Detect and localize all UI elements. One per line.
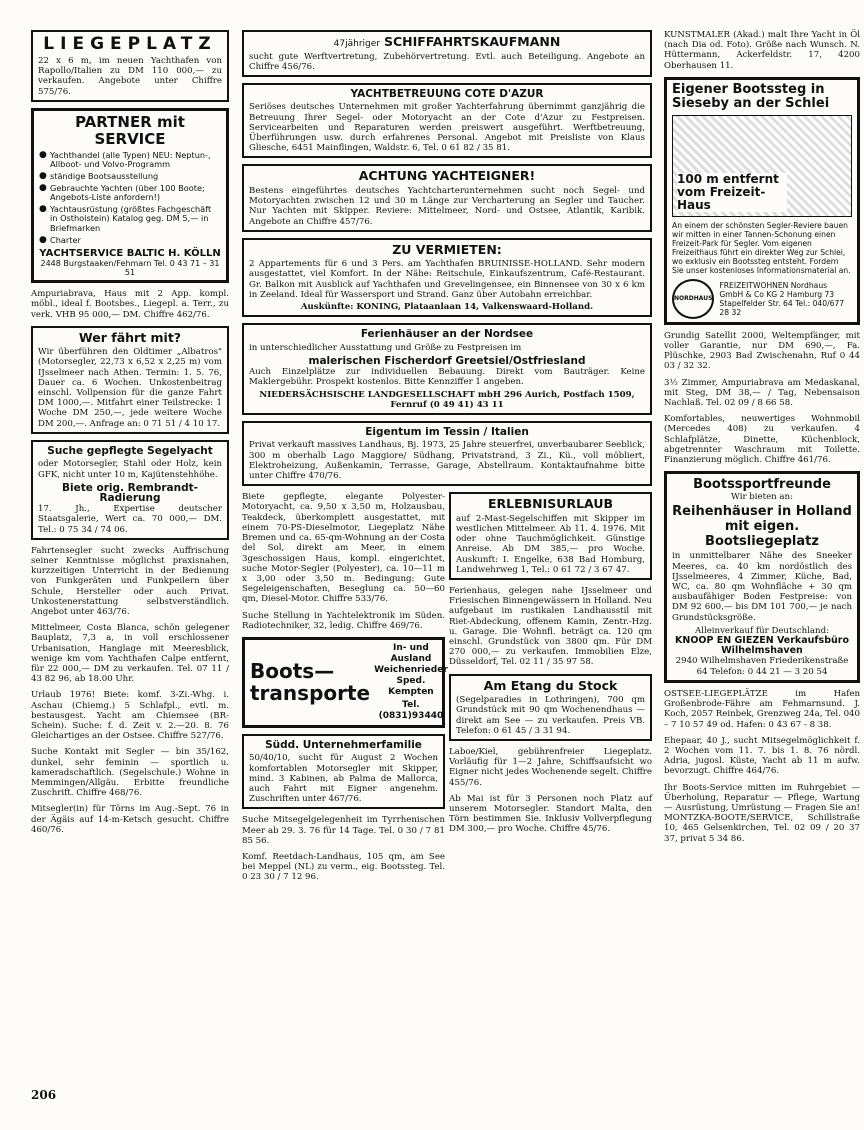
transport-company: In- und Ausland Weichenrieder Sped. Kempten [374, 642, 448, 697]
transport-ad [242, 637, 448, 728]
ad-title: Am Etang du Stock [483, 677, 618, 693]
transport-phone: Tel.(0831)93440 [378, 699, 444, 721]
classified-ad: Ab Mai ist für 3 Personen noch Platz auf unserem Motorsegler. Standort Malta, den Törn bestimmen Sie. Inklusiv Vollverpflegung DM 300,— pro Woche. Chiffre 45/76. [449, 793, 652, 835]
boxed-ad [242, 83, 652, 159]
middle-right-ads [449, 492, 652, 888]
ad-title: Bootssportfreunde [693, 477, 831, 493]
company-row [672, 279, 852, 319]
boxed-ad [242, 323, 652, 415]
ad-title: SCHIFFAHRTSKAUFMANN [383, 34, 561, 49]
ad-title: PARTNER mit SERVICE [75, 112, 185, 148]
classified-ad: Suche Mitsegelgelegenheit im Tyrrhenischen Meer ab 29. 3. 76 für 14 Tage. Tel. 0 30 / 7 81 85 56. [242, 815, 445, 846]
ad-body: auf 2-Mast-Segelschiffen mit Skipper im westlichen Mittelmeer. Ab 11. 4. 1976. Mit oder ohne Tauchmöglichkeit. Günstige Anreise. Ab DM 385,— pro Woche. Auskunft: I. Engelke, 638 Bad Homburg, Landwehrweg 1, Tel.: 0 61 72 / 3 67 47. [456, 513, 645, 575]
ad-title: Eigentum im Tessin / Italien [365, 425, 529, 438]
ad-title: Ferienhäuser an der Nordsee [360, 328, 534, 341]
company-address: 2940 Wilhelmshaven Friederikenstraße 64 Telefon: 0 44 21 — 3 20 54 [675, 656, 849, 677]
ad-body: in unterschiedlicher Ausstattung und Größe zu Festpreisen im [249, 342, 522, 353]
classified-ad: Biete gepflegte, elegante Polyester-Motoryacht, ca. 9,50 x 3,50 m, Holzausbau, Teakdeck, überkomplett ausgestattet, mit einem 70-PS-Dieselmotor, Liegeplatz Nähe Bremen und ca. 65-qm-Wohnung an der Costa del Sol, direkt am Meer, in einem 3geschossigen Haus, kompl. eingerichtet, suche Motor-Segler (Polyester), ca. 10—11 m x 3,00 oder 3,50 m. Bedingung: Gute Segeleigenschaften, Beseglung ca. 50—60 qm, Diesel-Motor. Chiffre 533/76. [242, 492, 445, 605]
classified-ad: Komfortables, neuwertiges Wohnmobil (Mercedes 408) zu verkaufen. 4 Schlafplätze, Dinette, Küchenblock, abgetrennter Waschraum mit Toilette. Finanzierung möglich. Chiffre 461/76. [664, 414, 860, 466]
service-item: ● Yachthandel (alle Typen) NEU: Neptun-, Allboot- und Volvo-Programm [39, 151, 221, 170]
ad-pretitle: 47jähriger [333, 39, 380, 49]
ad-body: oder Motorsegler, Stahl oder Holz, kein GFK, nicht unter 10 m, Kajütenstehhöhe. [38, 459, 222, 480]
boxed-ad [242, 30, 652, 77]
boxed-ad [449, 492, 652, 580]
service-item: ● Charter [39, 236, 221, 246]
ad-body: Privat verkauft massives Landhaus, Bj. 1973, 25 Jahre steuerfrei, unverbaubarer Seeblick, 300 m oberhalb Lago Maggiore/ Südhang, Privatstrand, 3 Zi., Kü., voll möbliert, Elektroheizung, Außenkamin, Terrasse, Garage, Abstellraum. Kontaktaufnahme bitte unter Chiffre 470/76. [249, 440, 645, 482]
ad-subtitle: malerischen Fischerdorf Greetsiel/Ostfriesland [308, 354, 586, 367]
column-middle [242, 30, 652, 889]
service-list [39, 151, 221, 245]
ad-title: ACHTUNG YACHTEIGNER! [358, 168, 536, 184]
classified-ad: Ihr Boots-Service mitten im Ruhrgebiet — Überholung, Reparatur — Pflege, Wartung — Ausrüstung, Umrüstung — Fragen Sie an! MONTZKA-BOOTE/SERVICE, Schillstraße 10, 465 Gelsenkirchen, Tel. 02 09 / 20 37 37, privat 5 34 86. [664, 782, 860, 844]
classified-ad: Grundig Satellit 2000, Weltempfänger, mit voller Garantie, nur DM 690,—, Fa. Plüschke, 2903 Bad Zwischenahn, Ruf 0 44 03 / 32 32. [664, 330, 860, 372]
house-picture [672, 115, 852, 217]
column-right [664, 30, 860, 850]
nordhaus-logo: NORDHAUS [672, 279, 714, 319]
middle-top-ads [242, 30, 652, 486]
boxed-ad [242, 734, 445, 810]
boxed-ad [242, 164, 652, 231]
ad-body: (Segelparadies in Lothringen), 700 qm Grundstück mit 90 qm Wochenendhaus — direkt am See — zu verkaufen. Preis VB. Telefon: 0 61 45 / 3 31 94. [456, 695, 645, 736]
ad-body: Auch Einzelplätze zur individuellen Bebauung. Direkt vom Bauträger. Keine Maklergebühr. Prospekt kostenlos. Bitte Kennziffer 1 angeben. [249, 367, 645, 388]
classified-ad: Urlaub 1976! Biete: komf. 3-Zi.-Whg. i. Aschau (Chiemg.) 5 Schlafpl., evtl. m. bestausgest. Yacht am Chiemsee (BR-Schein). Suche: f. d. Zeit v. 2.—20. 8. 76 Gleichartiges an der Ostsee. Chiffre 527/76. [31, 690, 229, 742]
classified-ad: Mittelmeer, Costa Blanca, schön gelegener Bauplatz, 7,3 a, in voll erschlossener Urbanisation, Hanglage mit Meeresblick, wenige km vom Yachthafen Calpe entfernt, für 22 000,— DM zu verkaufen. Tel. 07 11 / 43 82 96, ab 18.00 Uhr. [31, 623, 229, 685]
boxed-ad [242, 421, 652, 486]
company-address: FREIZEITWOHNEN Nordhaus GmbH & Co KG 2 Hamburg 73 Stapelfelder Str. 64 Tel.: 040/677 28 32 [719, 280, 845, 317]
ad-title: Eigener Bootssteg in Sieseby an der Schlei [672, 81, 830, 111]
picture-caption: 100 m entfernt vom Freizeit-Haus [677, 173, 787, 212]
middle-split [242, 492, 652, 888]
service-item: ● Yachtausrüstung (größtes Fachgeschäft in Ostholstein) Katalog geg. DM 5,— in Briefmarken [39, 205, 221, 234]
classified-ad: Laboe/Kiel, gebührenfreier Liegeplatz. Vorläufig für 1—2 Jahre, Schiffsaufsicht wo Eigner nicht jedes Wochenende segelt. Chiffre 455/76. [449, 746, 652, 788]
partner-ad [31, 108, 229, 283]
ad-subtitle: Wir bieten an: [731, 492, 793, 503]
classified-ad: 3½ Zimmer, Ampuriabrava am Medaskanal, mit Steg, DM 38,— / Tag, Nebensaison Nachlaß. Tel. 02 09 / 8 66 58. [664, 377, 860, 409]
classified-ad: Ehepaar, 40 J., sucht Mitsegelmöglichkeit f. 2 Wochen vom 11. 7. bis 1. 8. 76 nördl. Adria, jugosl. Küste, Yacht ab 11 m aufw. bevorzugt. Chiffre 464/76. [664, 735, 860, 777]
company-name: KNOOP EN GIEZEN Verkaufsbüro Wilhelmshaven [675, 635, 849, 657]
boxed-ad [449, 674, 652, 741]
classified-ad: Suche Stellung in Yachtelektronik im Süden. Radiotechniker, 32, ledig. Chiffre 469/76. [242, 610, 445, 631]
ad-body: 50/40/10, sucht für August 2 Wochen komfortablen Motorsegler mit Skipper, mind. 3 Kabinen, ab Palma de Mallorca, auch Fahrt mit Eigner angenehm. Zuschriften unter 467/76. [249, 753, 438, 805]
classified-ad: Suche Kontakt mit Segler — bin 35/162, dunkel, sehr feminin — sportlich u. kameradschaftlich. (Segelschule.) Wohne in Memmingen/Allgäu. Erbitte freundliche Zuschrift. Chiffre 468/76. [31, 747, 229, 799]
transport-left [250, 660, 370, 704]
company-name: YACHTSERVICE BALTIC H. KÖLLN [39, 248, 221, 260]
freizeit-ad [664, 77, 860, 325]
page-number: 206 [31, 1088, 57, 1102]
boxed-ad [31, 30, 229, 102]
ad-body: in unmittelbarer Nähe des Sneeker Meeres, ca. 40 km nordöstlich des IJsselmeeres, 4 Zimmer, Küche, Bad, WC, ca. 80 qm Wohnfläche + 30 qm ausbaufähiger Boden Festpreise: von DM 92 600,— bis DM 101 700,— je nach Grundstücksgröße. [672, 551, 852, 623]
transport-word2: transporte [250, 681, 371, 706]
ad-body: Bestens eingeführtes deutsches Yachtcharterunternehmen sucht noch Segel- und Motoryachten zwischen 12 und 30 m Länge zur Vercharterung an Segler und Taucher. Nur Yachten mit Skipper. Reviere: Mittelmeer, Nord- und Ostsee, Atlantik, Karibik. Angebote an Chiffre 457/76. [249, 185, 645, 227]
bootssport-ad [664, 471, 860, 683]
ad-title: YACHTBETREUUNG COTE D'AZUR [350, 87, 544, 100]
ad-title: ZU VERMIETEN: [392, 241, 502, 257]
company-address: 2448 Burgstaaken/Fehmarn Tel. 0 43 71 – 31 51 [40, 259, 220, 278]
classified-ad: Komf. Reetdach-Landhaus, 105 qm, am See bei Meppel (NL) zu verm., eig. Bootssteg. Tel. 0 23 30 / 7 12 96. [242, 852, 445, 883]
ad-title: ERLEBNISURLAUB [487, 496, 614, 512]
ad-body: 2 Appartements für 6 und 3 Pers. am Yachthafen BRUINISSE-HOLLAND. Sehr modern ausgestattet, viel Komfort. In der Nähe: Reitschule, Einkaufszentrum, Café-Restaurant. Gr. Balkon mit Ausblick auf Yachthafen und Grevelingensee, ein Binnensee von 30 x 6 km in Zeeland. Ideal für Wassersport und Strand. Ganz über Autobahn erreichbar. [249, 259, 645, 300]
ad-body: Seriöses deutsches Unternehmen mit großer Yachterfahrung übernimmt ganzjährig die Betreuung Ihrer Segel- oder Motoryacht an der Cote d'Azur zu Festpreisen. Servicearbeiten und Reparaturen werden preiswert ausgeführt. Werftbetreuung, Überführungen usw. durch erfahrenes Personal. Angebot mit Preisliste von Klaus Gliesche, 6451 Mainflingen, Waldstr. 6, Tel. 0 61 82 / 35 81. [249, 102, 645, 154]
classified-ad: KUNSTMALER (Akad.) malt Ihre Yacht in Öl (nach Dia od. Foto). Größe nach Wunsch. N. Hüttermann, Ackerfeldstr. 17, 4200 Oberhausen 11. [664, 30, 860, 71]
ad-subtitle: Biete orig. Rembrandt-Radierung [62, 481, 198, 504]
ad-body: sucht gute Werftvertretung, Zubehörvertretung. Evtl. auch Beteiligung. Angebote an Chiffre 456/76. [249, 51, 645, 72]
ad-body: Wir überführen den Oldtimer „Albatros" (Motorsegler, 22,73 x 6,52 x 2,25 m) vom IJsselmeer nach Athen. Termin: 1. 5. 76, Dauer ca. 6 Wochen. Unkostenbeitrag einschl. Vollpension für die ganze Fahrt DM 1000,—. Mitfahrt einer Teilstrecke: 1 Woche DM 250,—, jede weitere Woche DM 200,—. Anfrage an: 0 71 51 / 4 10 17. [38, 347, 222, 429]
ad-body: 22 x 6 m, im neuen Yachthafen von Rapollo/Italien zu DM 110 000,— zu verkaufen. Angebote unter Chiffre 575/76. [38, 56, 222, 97]
sales-line: Alleinverkauf für Deutschland: [695, 625, 829, 636]
ad-body: An einem der schönsten Segler-Reviere bauen wir mitten in einer Tannen-Schonung einen Freizeit-Park für Segler. Vom eigenen Freizeithaus führt ein direkter Weg zur Schlei, wo exklusiv ein Bootssteg entsteht. Fordern Sie unser kostenloses Informationsmaterial an. [672, 220, 851, 275]
boxed-ad [242, 238, 652, 318]
ad-title: Wer fährt mit? [78, 329, 182, 345]
ad-body: 17. Jh., Expertise deutscher Staatsgalerie, Wert ca. 70 000,— DM. Tel.: 0 75 34 / 74 06. [38, 504, 222, 535]
ad-title: Suche gepflegte Segelyacht [47, 444, 213, 457]
classified-ad: Ampuriabrava, Haus mit 2 App. kompl. möbl., ideal f. Bootsbes., Liegepl. a. Terr., zu verk. VHB 95 000,— DM. Chiffre 462/76. [31, 289, 229, 320]
ad-footer: Auskünfte: KONING, Plataanlaan 14, Valkenswaard-Holland. [300, 302, 594, 313]
ad-title: LIEGEPLATZ [43, 34, 217, 54]
boxed-ad [31, 440, 229, 540]
classified-ad: Ferienhaus, gelegen nahe IJsselmeer und Friesischen Binnengewässern in Holland. Neu aufgebaut im rustikalen Landhausstil mit Riet-Abdeckung, offenem Kamin, Zentr.-Hzg. u. Garage. Die Wohnfl. beträgt ca. 120 qm einschl. Grundstück von 3800 qm. Für DM 270 000,— zu verkaufen. Immobilien Elze, Düsseldorf, Tel. 02 11 / 35 97 58. [449, 586, 652, 668]
transport-right [374, 643, 448, 722]
ad-headline: Reihenhäuser in Holland mit eigen. Bootsliegeplatz [672, 504, 852, 550]
transport-word1: Boots— [250, 659, 335, 684]
service-item: ● ständige Bootsausstellung [39, 172, 221, 182]
ad-heading [249, 35, 645, 50]
classified-ad: Fahrtensegler sucht zwecks Auffrischung seiner Kenntnisse möglichst praxisnahen, kurzzeitigen Unterricht in der Bedienung von Funkgeräten und Funkpeilern über Schule, Hersteller oder auch Privat. Unkostenerstattung selbstverständlich. Angebot unter 463/76. [31, 545, 229, 618]
classified-ad: OSTSEE-LIEGEPLÄTZE im Hafen Großenbrode-Fähre am Fehmarnsund. J. Koch, 2057 Reinbek, Grenzweg 24a, Tel. 040 – 7 10 57 49 od. Hafen: 0 43 67 - 8 38. [664, 688, 860, 730]
classified-ad: Mitsegler(in) für Törns im Aug.-Sept. 76 in der Ägäis auf 14-m-Ketsch gesucht. Chiffre 460/76. [31, 804, 229, 835]
ad-footer: NIEDERSÄCHSISCHE LANDGESELLSCHAFT mbH 296 Aurich, Postfach 1509, Fernruf (0 49 41) 43 11 [259, 389, 635, 410]
service-item: ● Gebrauchte Yachten (über 100 Boote; Angebots-Liste anfordern!) [39, 184, 221, 203]
middle-left-ads [242, 492, 448, 888]
ad-title: Südd. Unternehmerfamilie [265, 738, 422, 751]
boxed-ad [31, 326, 229, 434]
column-left [31, 30, 229, 841]
